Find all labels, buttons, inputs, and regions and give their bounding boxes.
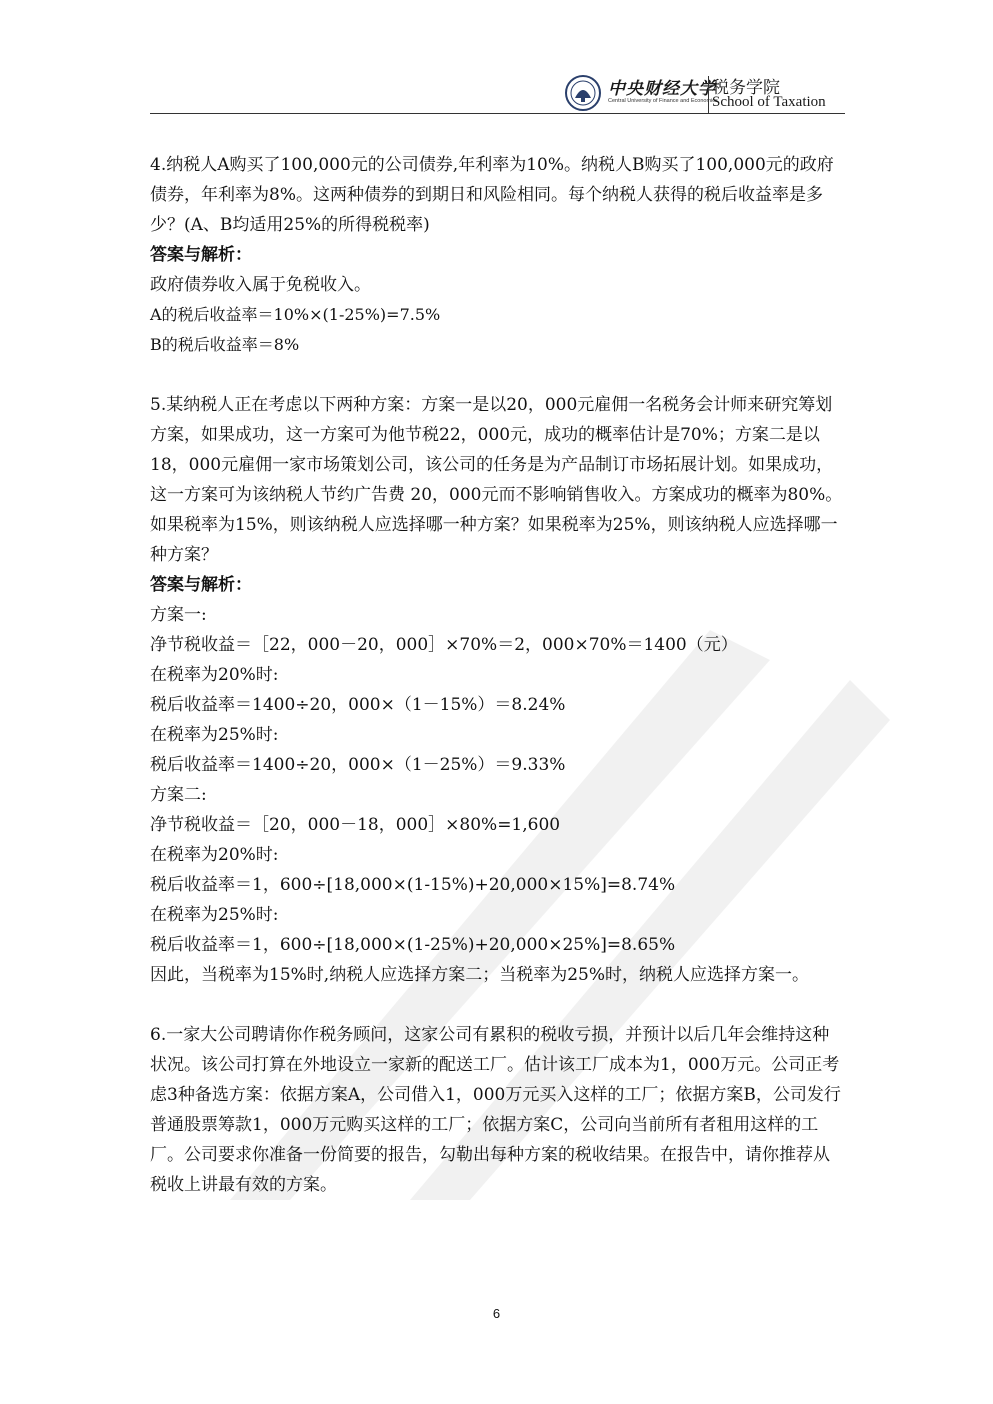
document-body (150, 150, 843, 1200)
university-name-en: Central University of Finance and Economics (608, 98, 718, 104)
university-name-cn: 中央财经大学 (608, 79, 716, 99)
answer-line: B的税后收益率＝8% (150, 335, 300, 354)
answer-line: 在税率为20%时: (150, 845, 279, 865)
spacer (150, 360, 843, 390)
school-name-en: School of Taxation (712, 94, 826, 110)
school-name-cn: 税务学院 (712, 78, 780, 98)
answer-line: 在税率为25%时: (150, 905, 279, 925)
page-header (150, 70, 845, 114)
conclusion: 因此，当税率为15%时,纳税人应选择方案二；当税率为25%时，纳税人应选择方案一。 (150, 965, 809, 985)
answer-line: 税后收益率＝1400÷20，000×（1－15%）＝8.24% (150, 695, 566, 715)
question-6: 6.一家大公司聘请你作税务顾问，这家公司有累积的税收亏损，并预计以后几年会维持这种状况。该公司打算在外地设立一家新的配送工厂。估计该工厂成本为1，000万元。公司正考虑3种备选方案：依据方案A，公司借入1，000万元买入这样的工厂；依据方案B，公司发行普通股票筹款1，000万元购买这样的工厂；依据方案C，公司向当前所有者租用这样的工厂。公司要求你准备一份简要的报告，勾勒出每种方案的税收结果。在报告中，请你推荐从税收上讲最有效的方案。 (150, 1025, 841, 1195)
university-seal-icon (564, 74, 602, 112)
answer-heading: 答案与解析： (150, 245, 252, 265)
answer-heading: 答案与解析： (150, 575, 252, 595)
answer-line: 在税率为25%时: (150, 725, 279, 745)
page-number: 6 (492, 1306, 501, 1321)
answer-line: 税后收益率＝1，600÷[18,000×(1-15%)+20,000×15%]=8.74% (150, 875, 676, 895)
answer-line: A的税后收益率＝10%×(1-25%)=7.5% (150, 305, 441, 324)
question-5: 5.某纳税人正在考虑以下两种方案：方案一是以20，000元雇佣一名税务会计师来研究筹划方案，如果成功，这一方案可为他节税22，000元，成功的概率估计是70%；方案二是以18，000元雇佣一家市场策划公司，该公司的任务是为产品制订市场拓展计划。如果成功，这一方案可为该纳税人节约广告费 20，000元而不影响销售收入。方案成功的概率为80%。如果税率为15%，则该纳税人应选择哪一种方案？如果税率为25%，则该纳税人应选择哪一种方案？ (150, 395, 843, 565)
answer-line: 税后收益率＝1400÷20，000×（1－25%）＝9.33% (150, 755, 566, 775)
answer-line: 方案二: (150, 785, 207, 805)
answer-line: 净节税收益＝［22，000－20，000］×70%＝2，000×70%＝1400（元） (150, 635, 738, 655)
spacer (150, 990, 843, 1020)
answer-line: 在税率为20%时: (150, 665, 279, 685)
header-divider (708, 76, 709, 114)
question-4: 4.纳税人A购买了100,000元的公司债券,年利率为10%。纳税人B购买了100,000元的政府债券，年利率为8%。这两种债券的到期日和风险相同。每个纳税人获得的税后收益率是多少？(A、B均适用25%的所得税税率) (150, 155, 834, 235)
answer-line: 税后收益率＝1，600÷[18,000×(1-25%)+20,000×25%]=8.65% (150, 935, 676, 955)
answer-line: 方案一: (150, 605, 207, 625)
header-rule (150, 113, 845, 114)
answer-line: 政府债券收入属于免税收入。 (150, 275, 371, 295)
answer-line: 净节税收益＝［20，000－18，000］×80%=1,600 (150, 815, 561, 835)
